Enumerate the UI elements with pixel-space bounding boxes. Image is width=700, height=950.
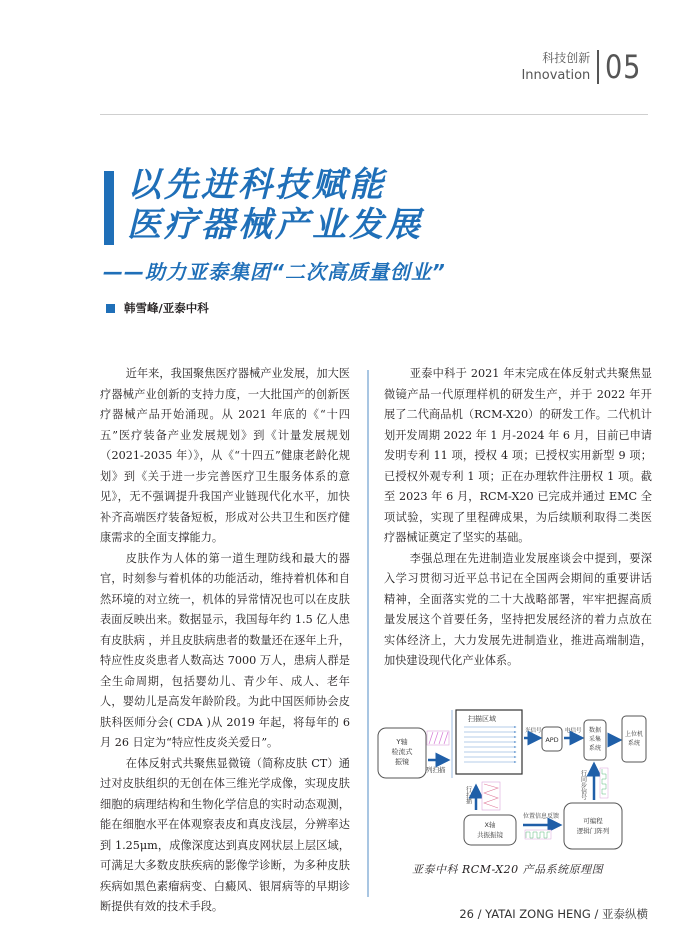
page-footer: 26 / YATAI ZONG HENG / 亚泰纵横 bbox=[459, 907, 648, 921]
scan-area-box bbox=[456, 710, 522, 774]
feedback-pulse-pattern bbox=[525, 830, 551, 839]
x-waveform-pattern bbox=[482, 782, 500, 810]
electric-signal-label: 电信号 bbox=[565, 728, 582, 734]
daq-label-1: 数据 bbox=[588, 727, 602, 734]
host-label-2: 系统 bbox=[627, 740, 641, 747]
byline bbox=[106, 300, 209, 316]
y-scanner-label-1: Y轴 bbox=[396, 738, 408, 746]
paragraph: 皮肤作为人体的第一道生理防线和最大的器官，时刻参与着机体的功能活动，维持着机体和自然环境的对立统一，机体的异常情况也可以在皮肤表面反映出来。数据显示，我国每年约 1.5 亿人患有皮肤病 ，并且皮肤病患者的数量还在逐年上升，特应性皮炎患者人数高达 7000 万人，患病人群是全生命周期，包括婴幼儿、青少年、成人、老年人，婴幼儿是高发年龄阶段。为此中国医师协会皮肤科医师分会( CDA )从 2019 年起，将每年的 6 月 26 日定为“特应性皮炎关爱日”。 bbox=[100, 551, 350, 749]
system-diagram bbox=[372, 698, 662, 863]
paragraph: 李强总理在先进制造业发展座谈会中提到，要深入学习贯彻习近平总书记在全国两会期间的重要讲话精神，全面落实党的二十大战略部署，牢牢把握高质量发展这个首要任务，坚持把发展经济的着力点放在实体经济上，大力发展先进制造业，推进高端制造，加快建设现代化产业体系。 bbox=[384, 551, 652, 667]
x-resonant-scanner-box bbox=[464, 815, 516, 845]
header-rule bbox=[100, 114, 648, 115]
fpga-box bbox=[564, 803, 622, 849]
paragraph: 近年来，我国聚焦医疗器械产业发展，加大医疗器械产业创新的支持力度，一大批国产的创新医疗器械产品开始涌现。从 2021 年底的《“十四五”医疗装备产业发展规划》到《计量发展规划（2021-2035 年）》，从《“十四五”健康老龄化规划》到《关于进一步完善医疗卫生服务体系的意见》，无不强调提升我国产业链现代化水平，加快补齐高端医疗装备短板，形成对公共卫生和医疗健康需求的全面支撑能力。 bbox=[100, 367, 350, 544]
section-header bbox=[521, 48, 648, 86]
section-name-cn: 科技创新 bbox=[542, 51, 591, 65]
diagram-caption: 亚泰中科 RCM-X20 产品系统原理图 bbox=[412, 863, 604, 876]
column-divider bbox=[367, 370, 369, 897]
data-acquisition-box bbox=[584, 720, 606, 760]
daq-label-2: 采集 bbox=[588, 736, 602, 743]
title-accent-bar bbox=[104, 171, 114, 245]
host-label-1: 上位机 bbox=[624, 731, 644, 738]
header-separator bbox=[597, 50, 599, 84]
fpga-label-1: 可编程 bbox=[583, 817, 603, 825]
row-sync-label: 行同步信号 bbox=[579, 770, 587, 800]
article-title-line2: 医疗器械产业发展 bbox=[127, 205, 423, 245]
section-label bbox=[521, 50, 590, 84]
x-scanner-label-1: X轴 bbox=[484, 821, 496, 829]
x-scanner-label-2: 共振振镜 bbox=[477, 831, 503, 839]
scan-area-label: 扫描区域 bbox=[468, 715, 496, 723]
apd-label: APD bbox=[545, 736, 559, 744]
apd-box bbox=[542, 727, 562, 751]
y-galvo-scanner-box bbox=[378, 728, 426, 778]
author-name: 韩雪峰/亚泰中科 bbox=[124, 301, 209, 315]
light-signal-label: 光信号 bbox=[525, 728, 542, 734]
y-waveform-pattern bbox=[427, 731, 449, 745]
section-name-en: Innovation bbox=[521, 68, 591, 83]
row-scan-label: 行扫描 bbox=[464, 786, 472, 804]
article-title-line1: 以先进科技赋能 bbox=[127, 165, 386, 205]
position-feedback-label: 位置信息反馈 bbox=[523, 813, 560, 820]
y-scanner-label-3: 振镜 bbox=[395, 758, 409, 766]
byline-square-icon bbox=[106, 304, 115, 313]
y-scanner-label-2: 检流式 bbox=[391, 748, 413, 756]
paragraph: 亚泰中科于 2021 年末完成在体反射式共聚焦显微镜产品一代原理样机的研发生产，并于 2022 年开展了二代商品机（RCM-X20）的研发工作。二代机计划开发周期 2022 年 1 月-2024 年 6 月，目前已申请发明专利 11 项，授权 4 项；已授权实用新型 9 项；已授权外观专利 1 项；正在办理软件注册权 1 项。截至 2023 年 6 月，RCM-X20 已完成并通过 EMC 全项试验，实现了里程碑成果，为后续顺利取得二类医疗器械证奠定了坚实的基础。 bbox=[384, 367, 652, 544]
body-column-right bbox=[384, 364, 652, 672]
section-number: 05 bbox=[605, 48, 642, 86]
fpga-label-2: 逻辑门阵列 bbox=[576, 827, 610, 835]
body-column-left bbox=[100, 364, 350, 918]
article-subtitle: ——助力亚泰集团“二次高质量创业” bbox=[103, 260, 446, 284]
sync-pulse-pattern bbox=[600, 768, 608, 798]
daq-label-3: 系统 bbox=[588, 745, 602, 752]
column-scan-label: 列扫描 bbox=[426, 766, 446, 774]
paragraph: 在体反射式共聚焦显微镜（简称皮肤 CT）通过对皮肤组织的无创在体三维光学成像，实现皮肤细胞的病理结构和生物化学信息的实时动态观测，能在细胞水平在体观察表皮和真皮浅层，分辨率达到 1.25μm，成像深度达到真皮网状层上层区域，可满足大多数皮肤疾病的影像学诊断，为多种皮肤疾病如黑色素瘤病变、白癜风、银屑病等的早期诊断提供有效的技术手段。 bbox=[100, 756, 350, 913]
host-system-box bbox=[622, 716, 646, 762]
